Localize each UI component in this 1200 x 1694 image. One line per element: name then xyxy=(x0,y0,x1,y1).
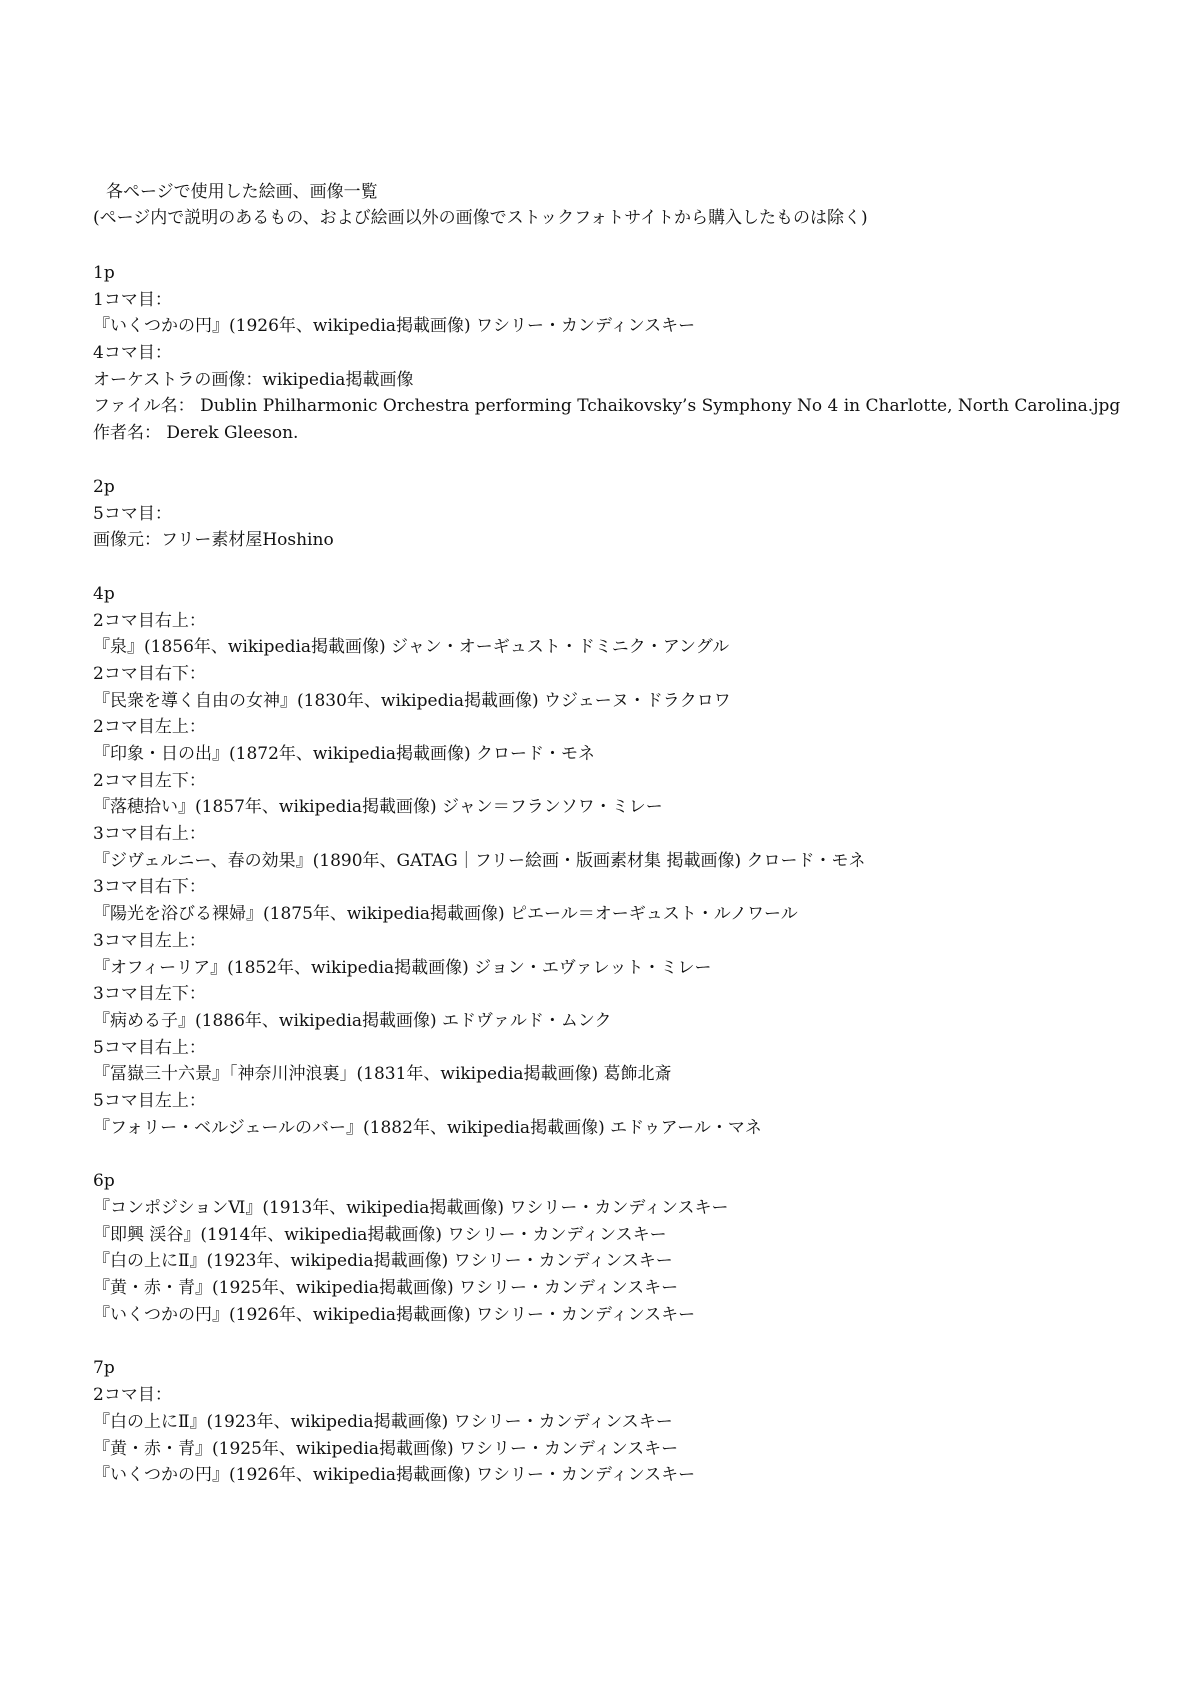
credit-line: 『ジヴェルニー、春の効果』(1890年、GATAG｜フリー絵画・版画素材集 掲載画像) クロード・モネ xyxy=(93,850,866,871)
credit-line: 『病める子』(1886年、wikipedia掲載画像) エドヴァルド・ムンク xyxy=(93,1010,612,1031)
credit-line: 2コマ目右下： xyxy=(93,663,206,684)
credit-line: 4コマ目： xyxy=(93,343,172,364)
credit-line: 『印象・日の出』(1872年、wikipedia掲載画像) クロード・モネ xyxy=(93,744,596,764)
credit-line: 『泉』(1856年、wikipedia掲載画像) ジャン・オーギュスト・ドミニク・アングル xyxy=(93,637,730,658)
section-6p xyxy=(93,1168,1173,1328)
credit-line: 5コマ目左上： xyxy=(93,1090,206,1111)
credit-line: 『陽光を浴びる裸婦』(1875年、wikipedia掲載画像) ピエール＝オーギュスト・ルノワール xyxy=(93,904,798,925)
credit-line: 『いくつかの円』(1926年、wikipedia掲載画像) ワシリー・カンディンスキー xyxy=(93,316,696,337)
credit-line: 『白の上にⅡ』(1923年、wikipedia掲載画像) ワシリー・カンディンスキー xyxy=(93,1251,673,1272)
image-credit-list xyxy=(93,260,1173,1516)
credit-line: 『オフィーリア』(1852年、wikipedia掲載画像) ジョン・エヴァレット・ミレー xyxy=(93,957,712,978)
credit-line: 2コマ目左上： xyxy=(93,717,206,738)
section-4p xyxy=(93,581,1173,1141)
credit-line: 『即興 渓谷』(1914年、wikipedia掲載画像) ワシリー・カンディンスキー xyxy=(93,1224,667,1245)
credit-line: 3コマ目右下： xyxy=(93,877,206,898)
document-subtitle: (ページ内で説明のあるもの、および絵画以外の画像でストックフォトサイトから購入したものは除く) xyxy=(93,208,868,228)
credit-line: 『黄・赤・青』(1925年、wikipedia掲載画像) ワシリー・カンディンスキー xyxy=(93,1278,679,1299)
credit-line: 3コマ目左上： xyxy=(93,930,206,951)
credit-line: 画像元：フリー素材屋Hoshino xyxy=(93,530,334,551)
credit-line: ファイル名： Dublin Philharmonic Orchestra performing Tchaikovsky’s Symphony No 4 in Charlotte, North Carolina.jpg xyxy=(93,396,1121,417)
credit-line: 5コマ目右上： xyxy=(93,1037,206,1058)
section-page-label: 7p xyxy=(93,1358,115,1379)
credit-line: 『フォリー・ベルジェールのバー』(1882年、wikipedia掲載画像) エドゥアール・マネ xyxy=(93,1117,762,1138)
credit-line: 3コマ目左下： xyxy=(93,984,206,1005)
section-page-label: 2p xyxy=(93,476,115,497)
credit-line: 作者名： Derek Gleeson. xyxy=(93,423,299,444)
credit-line: 1コマ目： xyxy=(93,289,172,310)
section-7p xyxy=(93,1355,1173,1488)
credit-line: 2コマ目右上： xyxy=(93,610,206,631)
section-page-label: 6p xyxy=(93,1171,115,1192)
credit-line: オーケストラの画像：wikipedia掲載画像 xyxy=(93,369,414,390)
credit-line: 『落穂拾い』(1857年、wikipedia掲載画像) ジャン＝フランソワ・ミレー xyxy=(93,797,663,818)
document-title: 各ページで使用した絵画、画像一覧 xyxy=(106,182,378,202)
section-2p xyxy=(93,474,1173,554)
section-page-label: 1p xyxy=(93,263,115,283)
credit-line: 3コマ目右上： xyxy=(93,824,206,845)
section-page-label: 4p xyxy=(93,583,115,604)
credit-line: 『いくつかの円』(1926年、wikipedia掲載画像) ワシリー・カンディンスキー xyxy=(93,1304,696,1325)
credit-line: 『冨嶽三十六景』「神奈川沖浪裏」(1831年、wikipedia掲載画像) 葛飾北斎 xyxy=(93,1064,672,1085)
credit-line: 2コマ目： xyxy=(93,1385,172,1406)
credit-line: 5コマ目： xyxy=(93,503,172,524)
credit-line: 『白の上にⅡ』(1923年、wikipedia掲載画像) ワシリー・カンディンスキー xyxy=(93,1411,673,1432)
credit-line: 2コマ目左下： xyxy=(93,770,206,791)
credit-line: 『コンポジションⅥ』(1913年、wikipedia掲載画像) ワシリー・カンディンスキー xyxy=(93,1198,729,1218)
credit-line: 『黄・赤・青』(1925年、wikipedia掲載画像) ワシリー・カンディンスキー xyxy=(93,1438,679,1459)
credit-line: 『いくつかの円』(1926年、wikipedia掲載画像) ワシリー・カンディンスキー xyxy=(93,1465,696,1486)
section-1p xyxy=(93,260,1173,447)
credit-line: 『民衆を導く自由の女神』(1830年、wikipedia掲載画像) ウジェーヌ・ドラクロワ xyxy=(93,690,731,711)
